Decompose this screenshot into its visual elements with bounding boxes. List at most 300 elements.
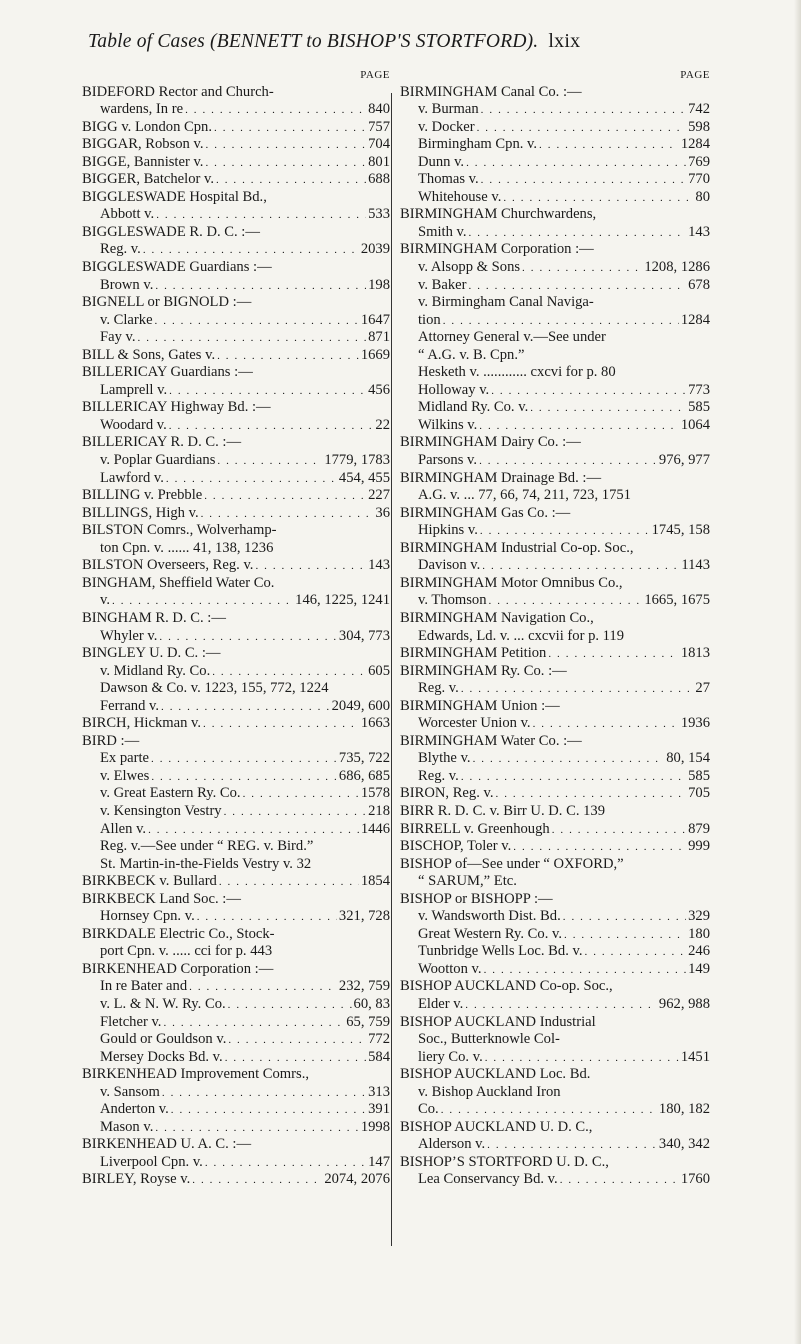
index-entry	[82, 645, 390, 663]
page-reference: 1669	[360, 346, 390, 363]
entry-text: BIRMINGHAM Petition	[400, 645, 547, 662]
dot-leader	[197, 909, 337, 927]
index-entry	[400, 838, 710, 856]
page-reference: 1143	[681, 557, 710, 574]
entry-text: v. Wandsworth Dist. Bd.	[418, 908, 561, 925]
index-entry	[400, 663, 710, 681]
page-reference: 22	[375, 416, 390, 433]
entry-text: BIRMINGHAM Ry. Co. :—	[400, 662, 567, 679]
entry-text: Hipkins v.	[418, 522, 478, 539]
index-entry	[400, 821, 710, 839]
entry-text: BISCHOP, Toler v.	[400, 838, 512, 855]
index-subentry	[82, 1101, 390, 1119]
dot-leader	[156, 207, 366, 225]
entry-text: BISHOP AUCKLAND Industrial	[400, 1013, 596, 1030]
page-reference: 1647	[360, 311, 390, 328]
index-subentry	[82, 329, 390, 347]
entry-text: BIGNELL or BIGNOLD :—	[82, 294, 252, 311]
index-entry	[400, 610, 710, 628]
index-entry	[82, 557, 390, 575]
index-entry	[82, 347, 390, 365]
index-subentry	[82, 470, 390, 488]
page-reference: 2074, 2076	[324, 1171, 390, 1188]
dot-leader	[513, 839, 686, 857]
page-reference: 149	[688, 960, 710, 977]
index-entry	[400, 733, 710, 751]
index-entry	[82, 84, 390, 102]
dot-leader	[169, 418, 374, 436]
dot-leader	[443, 313, 679, 331]
page-number: lxix	[548, 30, 581, 52]
page-reference: 146, 1225, 1241	[295, 592, 390, 609]
page-reference: 757	[368, 118, 390, 135]
page-reference: 769	[688, 153, 710, 170]
page-reference: 304, 773	[338, 627, 390, 644]
dot-leader	[473, 751, 665, 769]
page-reference: 705	[688, 785, 710, 802]
entry-text: v. Birmingham Canal Naviga-	[418, 294, 594, 311]
dot-leader	[560, 1172, 679, 1190]
page-reference: 2039	[360, 241, 390, 258]
entry-text: v. L. & N. W. Ry. Co.	[100, 995, 226, 1012]
entry-text: Worcester Union v.	[418, 715, 531, 732]
dot-leader	[564, 927, 686, 945]
page-reference: 585	[688, 399, 710, 416]
dot-leader	[112, 593, 293, 611]
dot-leader	[159, 629, 337, 647]
entry-text: BINGHAM R. D. C. :—	[82, 609, 226, 626]
index-subentry	[82, 241, 390, 259]
index-entry	[82, 961, 390, 979]
index-subentry	[82, 417, 390, 435]
index-subentry	[400, 259, 710, 277]
index-entry	[82, 1066, 390, 1084]
index-entry	[400, 856, 710, 874]
index-subentry	[400, 189, 710, 207]
dot-leader	[461, 681, 694, 699]
entry-text: Thomas v.	[418, 171, 479, 188]
page-reference: 1064	[680, 416, 710, 433]
page-column-label: PAGE	[360, 69, 390, 81]
entry-text: port Cpn. v. ..... cci for p. 443	[100, 943, 273, 960]
dot-leader	[214, 120, 366, 138]
dot-leader	[155, 1120, 358, 1138]
entry-text: BIGG v. London Cpn.	[82, 118, 212, 135]
index-subentry	[82, 978, 390, 996]
entry-text: BIRKENHEAD U. A. C. :—	[82, 1136, 252, 1153]
page-reference: 801	[368, 153, 390, 170]
index-subentry	[400, 417, 710, 435]
entry-text: St. Martin-in-the-Fields Vestry v. 32	[100, 855, 312, 872]
index-entry	[82, 575, 390, 593]
page-reference: 598	[688, 118, 710, 135]
index-subentry	[82, 785, 390, 803]
entry-text: BILLINGS, High v.	[82, 504, 199, 521]
entry-text: v.	[100, 592, 110, 609]
page-reference: 180, 182	[658, 1101, 710, 1118]
page-reference: 391	[368, 1101, 390, 1118]
page-reference: 246	[688, 943, 710, 960]
entry-text: BIRCH, Hickman v.	[82, 715, 202, 732]
dot-leader	[479, 418, 679, 436]
dot-leader	[585, 944, 687, 962]
page-reference: 976, 977	[658, 452, 710, 469]
entry-text: BIGGAR, Robson v.	[82, 136, 204, 153]
index-subentry	[400, 1101, 710, 1119]
page-reference: 1284	[680, 136, 710, 153]
page-header	[0, 0, 801, 60]
page-reference: 65, 759	[346, 1013, 390, 1030]
index-subentry	[82, 943, 390, 961]
entry-text: Soc., Butterknowle Col-	[418, 1031, 560, 1048]
page-reference: 80	[695, 188, 710, 205]
entry-text: BIRMINGHAM Corporation :—	[400, 241, 594, 258]
index-entry	[82, 733, 390, 751]
page-reference: 1779, 1783	[324, 452, 390, 469]
index-subentry	[82, 592, 390, 610]
page-reference: 772	[368, 1031, 390, 1048]
index-entry	[400, 1154, 710, 1172]
entry-text: Mersey Docks Bd. v.	[100, 1048, 223, 1065]
page-column-label: PAGE	[680, 69, 710, 81]
entry-text: Parsons v.	[418, 452, 478, 469]
dot-leader	[166, 471, 337, 489]
page-reference: 232, 759	[338, 978, 390, 995]
page-reference: 840	[368, 101, 390, 118]
entry-text: Whitehouse v.	[418, 188, 502, 205]
entry-text: v. Alsopp & Sons	[418, 259, 521, 276]
dot-leader	[228, 1032, 366, 1050]
index-entry	[400, 206, 710, 224]
dot-leader	[503, 190, 693, 208]
entry-text: BIRMINGHAM Motor Omnibus Co.,	[400, 574, 623, 591]
index-entry	[82, 1171, 390, 1189]
entry-text: BIGGLESWADE Hospital Bd.,	[82, 188, 267, 205]
entry-text: BINGLEY U. D. C. :—	[82, 645, 221, 662]
entry-text: BIRLEY, Royse v.	[82, 1171, 191, 1188]
left-entries	[82, 84, 390, 1189]
entry-text: Hornsey Cpn. v.	[100, 908, 195, 925]
index-subentry	[400, 557, 710, 575]
dot-leader	[169, 383, 366, 401]
left-column	[82, 66, 390, 1189]
entry-text: Dunn v.	[418, 153, 465, 170]
entry-text: wardens, In re	[100, 101, 184, 118]
page-reference: 533	[368, 206, 390, 223]
dot-leader	[477, 120, 687, 138]
dot-leader	[205, 1155, 366, 1173]
entry-text: BISHOP AUCKLAND Loc. Bd.	[400, 1066, 591, 1083]
entry-text: BIRMINGHAM Gas Co. :—	[400, 504, 571, 521]
index-subentry	[400, 382, 710, 400]
page-reference: 143	[688, 223, 710, 240]
dot-leader	[219, 874, 359, 892]
entry-text: Hesketh v. ............ cxcvi for p. 80	[418, 364, 616, 381]
entry-text: “ SARUM,” Etc.	[418, 873, 517, 890]
index-entry	[82, 715, 390, 733]
index-subentry	[400, 715, 710, 733]
index-subentry	[400, 943, 710, 961]
entry-text: BIRMINGHAM Churchwardens,	[400, 206, 597, 223]
entry-text: BIGGER, Batchelor v.	[82, 171, 214, 188]
page-reference: 871	[368, 329, 390, 346]
entry-text: A.G. v. ... 77, 66, 74, 211, 723, 1751	[418, 487, 631, 504]
entry-text: BIRMINGHAM Union :—	[400, 697, 560, 714]
index-subentry	[82, 382, 390, 400]
index-subentry	[400, 399, 710, 417]
dot-leader	[212, 664, 366, 682]
column-divider	[391, 93, 392, 1246]
index-subentry	[400, 277, 710, 295]
dot-leader	[216, 172, 366, 190]
entry-text: Brown v.	[100, 276, 154, 293]
index-subentry	[400, 961, 710, 979]
dot-leader	[228, 997, 352, 1015]
entry-text: BIGGLESWADE Guardians :—	[82, 259, 272, 276]
page-reference: 770	[688, 171, 710, 188]
dot-leader	[151, 751, 337, 769]
page-reference: 879	[688, 820, 710, 837]
index-subentry	[82, 206, 390, 224]
index-subentry	[82, 663, 390, 681]
entry-text: BIRKBECK Land Soc. :—	[82, 890, 241, 907]
entry-text: Wootton v.	[418, 960, 482, 977]
index-entry	[82, 891, 390, 909]
page-reference: 742	[688, 101, 710, 118]
index-subentry	[400, 768, 710, 786]
index-entry	[400, 470, 710, 488]
index-subentry	[82, 1031, 390, 1049]
dot-leader	[225, 1050, 366, 1068]
page-reference: 1446	[360, 820, 390, 837]
index-subentry	[82, 821, 390, 839]
entry-text: Blythe v.	[418, 750, 471, 767]
entry-text: Attorney General v.—See under	[418, 329, 606, 346]
dot-leader	[487, 1137, 657, 1155]
dot-leader	[466, 155, 686, 173]
index-subentry	[82, 856, 390, 874]
entry-text: Fletcher v.	[100, 1013, 162, 1030]
dot-leader	[204, 488, 366, 506]
dot-leader	[255, 558, 366, 576]
index-entry	[82, 1136, 390, 1154]
index-subentry	[400, 996, 710, 1014]
page-reference: 36	[375, 504, 390, 521]
entry-text: Abbott v.	[100, 206, 155, 223]
dot-leader	[205, 155, 366, 173]
entry-text: v. Thomson	[418, 592, 487, 609]
page-reference: 329	[688, 908, 710, 925]
dot-leader	[151, 769, 337, 787]
index-subentry	[82, 1154, 390, 1172]
index-entry	[400, 803, 710, 821]
index-entry	[82, 259, 390, 277]
page-reference: 1578	[360, 785, 390, 802]
page-reference: 605	[368, 662, 390, 679]
page-reference: 60, 83	[353, 995, 390, 1012]
entry-text: BIDEFORD Rector and Church-	[82, 83, 274, 100]
index-entry	[400, 575, 710, 593]
page-reference: 678	[688, 276, 710, 293]
entry-text: BISHOP’S STORTFORD U. D. C.,	[400, 1153, 609, 1170]
page-reference: 218	[368, 802, 390, 819]
entry-text: BILL & Sons, Gates v.	[82, 346, 216, 363]
page-reference: 962, 988	[658, 995, 710, 1012]
index-entry	[400, 434, 710, 452]
entry-text: BIRMINGHAM Canal Co. :—	[400, 83, 582, 100]
entry-text: v. Docker	[418, 118, 475, 135]
dot-leader	[155, 313, 359, 331]
index-entry	[400, 241, 710, 259]
index-entry	[82, 399, 390, 417]
entry-text: BIRR R. D. C. v. Birr U. D. C. 139	[400, 802, 606, 819]
index-subentry	[400, 312, 710, 330]
entry-text: BIGGLESWADE R. D. C. :—	[82, 223, 260, 240]
entry-text: Co.	[418, 1101, 439, 1118]
index-subentry	[400, 329, 710, 347]
dot-leader	[441, 1102, 657, 1120]
index-entry	[400, 505, 710, 523]
index-entry	[82, 364, 390, 382]
entry-text: BIRKBECK v. Bullard	[82, 873, 217, 890]
entry-text: Ferrand v.	[100, 697, 160, 714]
index-entry	[82, 154, 390, 172]
entry-text: BIRMINGHAM Drainage Bd. :—	[400, 469, 602, 486]
page-reference: 584	[368, 1048, 390, 1065]
index-subentry	[400, 154, 710, 172]
dot-leader	[163, 1015, 344, 1033]
entry-text: liery Co. v.	[418, 1048, 483, 1065]
index-entry	[82, 119, 390, 137]
entry-text: Birmingham Cpn. v.	[418, 136, 538, 153]
page-reference: 686, 685	[338, 767, 390, 784]
entry-text: Elder v.	[418, 995, 464, 1012]
entry-text: tion	[418, 311, 441, 328]
index-subentry	[400, 294, 710, 312]
index-entry	[82, 434, 390, 452]
index-entry	[400, 1119, 710, 1137]
dot-leader	[533, 716, 679, 734]
page-reference: 1208, 1286	[644, 259, 710, 276]
entry-text: Midland Ry. Co. v.	[418, 399, 529, 416]
index-subentry	[400, 1171, 710, 1189]
entry-text: Dawson & Co. v. 1223, 155, 772, 1224	[100, 680, 329, 697]
index-subentry	[400, 873, 710, 891]
dot-leader	[481, 102, 686, 120]
entry-text: BILLERICAY R. D. C. :—	[82, 434, 242, 451]
index-subentry	[82, 540, 390, 558]
index-subentry	[82, 277, 390, 295]
page-reference: 704	[368, 136, 390, 153]
entry-text: Lawford v.	[100, 469, 164, 486]
dot-leader	[563, 909, 686, 927]
dot-leader	[485, 1050, 679, 1068]
entry-text: BIRON, Reg. v.	[400, 785, 494, 802]
index-subentry	[82, 1049, 390, 1067]
dot-leader	[491, 383, 686, 401]
index-entry	[82, 136, 390, 154]
entry-text: v. Poplar Guardians	[100, 452, 216, 469]
index-entry	[82, 487, 390, 505]
dot-leader	[539, 137, 679, 155]
page-reference: 735, 722	[338, 750, 390, 767]
dot-leader	[461, 769, 686, 787]
page-reference: 1284	[680, 311, 710, 328]
page-reference: 1745, 158	[651, 522, 710, 539]
page-reference: 456	[368, 381, 390, 398]
page-reference: 227	[368, 487, 390, 504]
running-title	[88, 30, 580, 53]
index-entry	[82, 610, 390, 628]
page-reference: 1663	[360, 715, 390, 732]
dot-leader	[484, 962, 687, 980]
entry-text: BISHOP AUCKLAND Co-op. Soc.,	[400, 978, 613, 995]
dot-leader	[162, 1085, 366, 1103]
index-subentry	[400, 101, 710, 119]
index-subentry	[82, 768, 390, 786]
index-subentry	[82, 312, 390, 330]
dot-leader	[530, 400, 686, 418]
right-entries	[400, 84, 710, 1189]
index-subentry	[82, 1084, 390, 1102]
dot-leader	[185, 102, 366, 120]
entry-text: Davison v.	[418, 557, 481, 574]
index-subentry	[400, 452, 710, 470]
entry-text: Tunbridge Wells Loc. Bd. v.	[418, 943, 583, 960]
index-entry	[82, 294, 390, 312]
entry-text: Gould or Gouldson v.	[100, 1031, 227, 1048]
entry-text: v. Midland Ry. Co.	[100, 662, 211, 679]
entry-text: v. Bishop Auckland Iron	[418, 1083, 561, 1100]
dot-leader	[217, 453, 322, 471]
dot-leader	[469, 225, 687, 243]
dot-leader	[206, 137, 367, 155]
entry-text: BILSTON Comrs., Wolverhamp-	[82, 522, 277, 539]
entry-text: BIRKENHEAD Corporation :—	[82, 960, 274, 977]
entry-text: v. Elwes	[100, 767, 150, 784]
index-entry	[400, 891, 710, 909]
entry-text: ton Cpn. v. ...... 41, 138, 1236	[100, 539, 274, 556]
dot-leader	[171, 1102, 366, 1120]
entry-text: BISHOP AUCKLAND U. D. C.,	[400, 1118, 593, 1135]
page-reference: 80, 154	[666, 750, 710, 767]
entry-text: Reg. v.	[100, 241, 141, 258]
page-reference: 773	[688, 381, 710, 398]
dot-leader	[496, 786, 687, 804]
dot-leader	[469, 278, 687, 296]
page-reference: 180	[688, 925, 710, 942]
entry-text: Reg. v.	[418, 767, 459, 784]
index-subentry	[400, 1136, 710, 1154]
entry-text: BILSTON Overseers, Reg. v.	[82, 557, 254, 574]
page-reference: 1998	[360, 1118, 390, 1135]
index-subentry	[400, 119, 710, 137]
dot-leader	[243, 786, 359, 804]
dot-leader	[203, 716, 359, 734]
entry-text: BILLERICAY Guardians :—	[82, 364, 253, 381]
page-reference: 321, 728	[338, 908, 390, 925]
index-subentry	[400, 347, 710, 365]
right-column	[400, 66, 710, 1189]
page-reference: 313	[368, 1083, 390, 1100]
index-subentry	[82, 628, 390, 646]
index-entry	[400, 698, 710, 716]
entry-text: Lea Conservancy Bd. v.	[418, 1171, 558, 1188]
dot-leader	[548, 646, 678, 664]
dot-leader	[481, 172, 686, 190]
index-entry	[400, 540, 710, 558]
dot-leader	[143, 242, 359, 260]
